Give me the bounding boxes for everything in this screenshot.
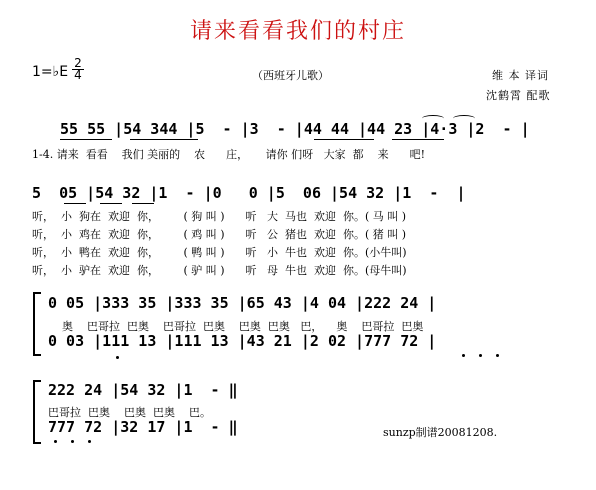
beam-underline <box>100 203 122 204</box>
section4-lyric: 巴哥拉 巴奥 巴奥 巴奥 巴。 <box>48 406 211 419</box>
section3-lower-notes: 0 03 |111 13 |111 13 |43 21 |2 02 |777 72 | <box>48 332 437 350</box>
meter-bottom: 4 <box>74 68 82 82</box>
section2-notes: 5 05 |54 32 |1 - |0 0 |5 06 |54 32 |1 - | <box>32 184 466 202</box>
meter-top: 2 <box>72 58 84 70</box>
octave-dot <box>462 354 465 357</box>
song-origin: （西班牙儿歌） <box>252 69 329 82</box>
slur-mark <box>422 115 444 122</box>
translator-credit: 维 本 译词 <box>492 69 549 82</box>
section3-upper-notes: 0 05 |333 35 |333 35 |65 43 |4 04 |222 24 | <box>48 294 437 312</box>
section2-lyric-4: 听， 小 驴在 欢迎 你， ( 驴 叫 ) 听 母 牛也 欢迎 你。(母牛叫) <box>32 264 407 277</box>
section1-notes: 55 55 |54 344 |5 - |3 - |44 44 |44 23 |4·3 |2 - | <box>60 120 530 138</box>
arranger-credit: 沈鹤霄 配歌 <box>486 89 551 102</box>
section4-lower-notes: 777 72 |32 17 |1 - ‖ <box>48 418 238 436</box>
beam-underline <box>130 139 198 140</box>
octave-dot <box>479 354 482 357</box>
octave-dot <box>88 440 91 443</box>
octave-dot <box>496 354 499 357</box>
octave-dot <box>54 440 57 443</box>
system-bracket <box>33 292 41 356</box>
time-signature <box>72 58 84 80</box>
section2-lyric-2: 听， 小 鸡在 欢迎 你， ( 鸡 叫 ) 听 公 猪也 欢迎 你。( 猪 叫 ) <box>32 228 407 241</box>
octave-dot <box>71 440 74 443</box>
slur-mark <box>453 115 475 122</box>
beam-underline <box>314 139 374 140</box>
octave-dot <box>116 356 119 359</box>
beam-underline <box>392 139 444 140</box>
system-bracket <box>33 380 41 444</box>
beam-underline <box>60 139 112 140</box>
section4-upper-notes: 222 24 |54 32 |1 - ‖ <box>48 381 238 399</box>
section1-lyric: 1-4. 请来 看看 我们 美丽的 农 庄， 请你 们呀 大家 都 来 吧! <box>32 148 425 161</box>
section2-lyric-1: 听， 小 狗在 欢迎 你， ( 狗 叫 ) 听 大 马也 欢迎 你。( 马 叫 ) <box>32 210 407 223</box>
section2-lyric-3: 听， 小 鸭在 欢迎 你， ( 鸭 叫 ) 听 小 牛也 欢迎 你。(小牛叫) <box>32 246 407 259</box>
song-title: 请来看看我们的村庄 <box>189 19 406 44</box>
beam-underline <box>64 203 86 204</box>
section3-lyric: 奥 巴哥拉 巴奥 巴哥拉 巴奥 巴奥 巴奥 巴， 奥 巴哥拉 巴奥 <box>48 320 424 333</box>
transcriber-signature: sunzp制谱20081208. <box>383 426 498 439</box>
beam-underline <box>132 203 154 204</box>
key-signature: 1=♭E <box>32 64 69 80</box>
